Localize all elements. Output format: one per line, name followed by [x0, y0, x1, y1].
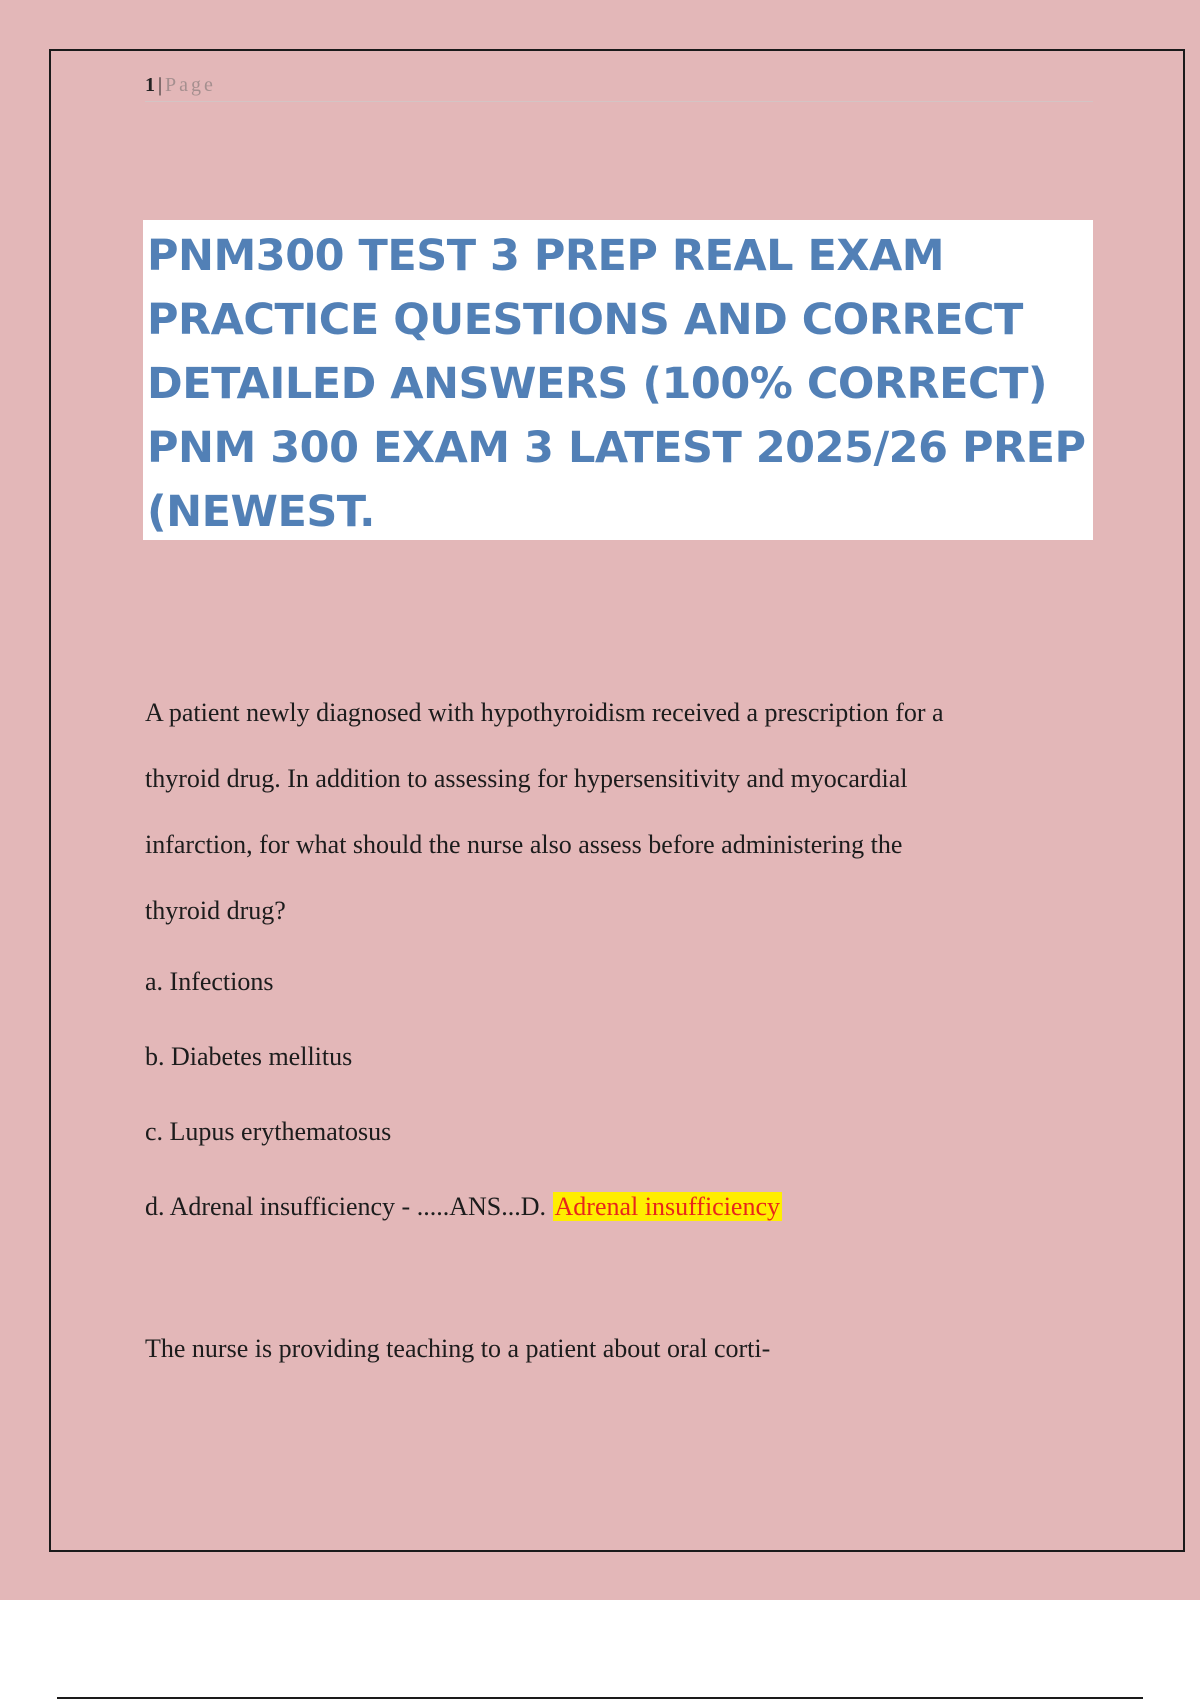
question-1-line-3: infarction, for what should the nurse also assess before administering the — [145, 830, 903, 859]
page-header — [145, 72, 1093, 102]
question-1-line-2: thyroid drug. In addition to assessing for hypersensitivity and myocardial — [145, 764, 908, 793]
option-d — [145, 1169, 1095, 1244]
page-label: Page — [165, 74, 216, 96]
option-c: c. Lupus erythematosus — [145, 1117, 392, 1146]
option-b: b. Diabetes mellitus — [145, 1042, 353, 1071]
title-box — [143, 220, 1093, 540]
document-body — [145, 680, 1095, 1382]
option-a: a. Infections — [145, 967, 274, 996]
page-number: 1 — [145, 74, 155, 96]
footer-rule — [57, 1697, 1143, 1699]
question-1-line-4: thyroid drug? — [145, 896, 286, 925]
question-2-text: The nurse is providing teaching to a patient about oral corti- — [145, 1334, 771, 1363]
header-separator: | — [158, 74, 163, 96]
question-1-line-1: A patient newly diagnosed with hypothyroidism received a prescription for a — [145, 698, 944, 727]
option-d-text: d. Adrenal insufficiency - .....ANS...D. — [145, 1192, 547, 1221]
document-title: PNM300 TEST 3 PREP REAL EXAM PRACTICE QUESTIONS AND CORRECT DETAILED ANSWERS (100% CORRECT) PNM 300 EXAM 3 LATEST 2025/26 PREP (NEWEST. — [147, 231, 1086, 537]
question-1 — [145, 680, 1095, 1244]
correct-answer-highlight: Adrenal insufficiency — [554, 1192, 781, 1221]
